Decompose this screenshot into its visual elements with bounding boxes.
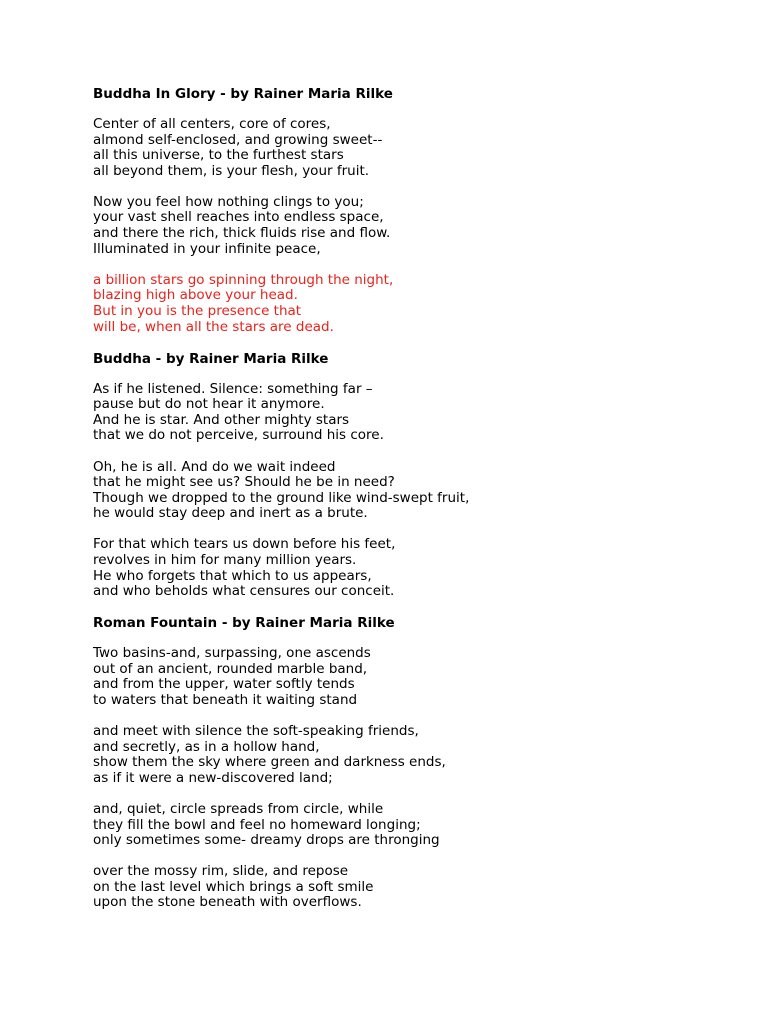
stanza	[93, 864, 733, 911]
poem-line: over the mossy rim, slide, and repose	[93, 863, 349, 880]
spacer	[93, 522, 733, 538]
poem-line: and secretly, as in a hollow hand,	[93, 738, 320, 755]
poem-line: they fill the bowl and feel no homeward longing;	[93, 816, 421, 833]
poem-line: and there the rich, thick fluids rise and flow.	[93, 225, 391, 242]
stanza	[93, 195, 733, 257]
poem-title: Buddha - by Rainer Maria Rilke	[93, 350, 329, 367]
poem-line: will be, when all the stars are dead.	[93, 318, 334, 335]
stanza	[93, 537, 733, 599]
poem-line: your vast shell reaches into endless space,	[93, 209, 384, 226]
poem-line: Now you feel how nothing clings to you;	[93, 193, 364, 210]
poem-section	[93, 86, 733, 351]
poem-line: all this universe, to the furthest stars	[93, 147, 344, 164]
poem-section	[93, 351, 733, 616]
poem-line: and who beholds what censures our conceit.	[93, 583, 395, 600]
spacer	[93, 367, 733, 382]
poem-line: only sometimes some- dreamy drops are thronging	[93, 832, 440, 849]
poem-line: Center of all centers, core of cores,	[93, 116, 331, 132]
poem-line: and meet with silence the soft-speaking friends,	[93, 723, 419, 740]
poem-line: show them the sky where green and darkness ends,	[93, 754, 446, 771]
spacer	[93, 600, 733, 616]
poem-line: that we do not perceive, surround his core.	[93, 427, 384, 444]
poem-line: But in you is the presence that	[93, 302, 302, 319]
spacer	[93, 335, 733, 351]
poem-line: all beyond them, is your flesh, your fruit.	[93, 162, 370, 179]
spacer	[93, 179, 733, 195]
spacer	[93, 102, 733, 117]
spacer	[93, 787, 733, 803]
poem-line: on the last level which brings a soft smile	[93, 878, 374, 895]
poem-line: For that which tears us down before his feet,	[93, 536, 396, 553]
poem-collection	[93, 86, 733, 927]
poem-line: a billion stars go spinning through the night,	[93, 271, 394, 288]
poem-section	[93, 615, 733, 926]
poem-title: Roman Fountain - by Rainer Maria Rilke	[93, 615, 395, 632]
poem-line: and, quiet, circle spreads from circle, while	[93, 801, 384, 817]
spacer	[93, 444, 733, 460]
stanza	[93, 802, 733, 849]
poem-line: Though we dropped to the ground like wind-swept fruit,	[93, 489, 470, 506]
poem-line: Two basins-and, surpassing, one ascends	[93, 645, 371, 662]
poem-line: he would stay deep and inert as a brute.	[93, 505, 368, 522]
poem-line: upon the stone beneath with overflows.	[93, 894, 362, 911]
poem-line: And he is star. And other mighty stars	[93, 411, 350, 428]
stanza	[93, 724, 733, 786]
poem-line: Oh, he is all. And do we wait indeed	[93, 458, 336, 475]
stanza	[93, 382, 733, 444]
poem-line: He who forgets that which to us appears,	[93, 567, 372, 584]
poem-line: revolves in him for many million years.	[93, 551, 357, 568]
poem-line: As if he listened. Silence: something far –	[93, 380, 373, 397]
poem-title: Buddha In Glory - by Rainer Maria Rilke	[93, 86, 393, 102]
spacer	[93, 911, 733, 927]
poem-line: that he might see us? Should he be in need?	[93, 474, 395, 491]
spacer	[93, 849, 733, 865]
stanza	[93, 117, 733, 179]
poem-line: out of an ancient, rounded marble band,	[93, 660, 368, 677]
stanza	[93, 460, 733, 522]
poem-line: and from the upper, water softly tends	[93, 676, 355, 693]
poem-line: as if it were a new-discovered land;	[93, 769, 333, 786]
poem-line: blazing high above your head.	[93, 287, 298, 304]
poem-line: pause but do not hear it anymore.	[93, 396, 325, 413]
poem-line: Illuminated in your infinite peace,	[93, 240, 321, 257]
poem-line: almond self-enclosed, and growing sweet--	[93, 131, 383, 148]
spacer	[93, 709, 733, 725]
spacer	[93, 631, 733, 646]
stanza	[93, 646, 733, 708]
poem-line: to waters that beneath it waiting stand	[93, 692, 358, 709]
highlighted-stanza	[93, 273, 733, 335]
spacer	[93, 257, 733, 273]
